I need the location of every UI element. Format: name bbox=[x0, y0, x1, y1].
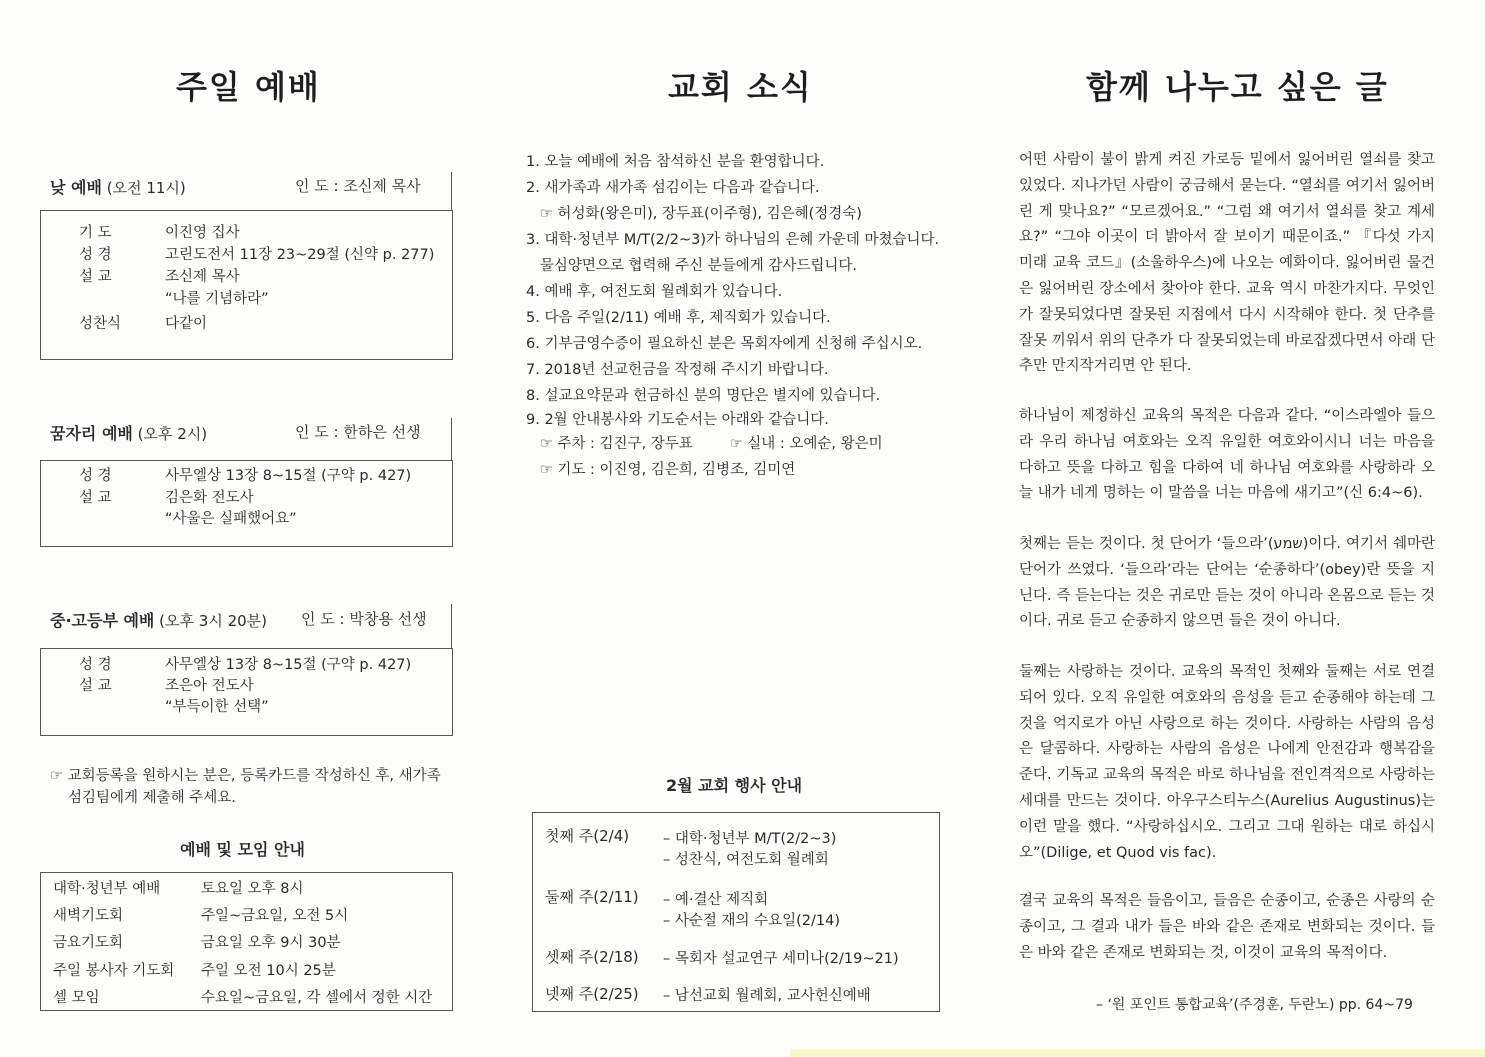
events-title: 2월 교회 행사 안내 bbox=[666, 776, 803, 795]
dream-service-leader: 인 도 : 한하은 선생 bbox=[295, 423, 421, 441]
youth-bracket bbox=[40, 604, 452, 648]
dream-bracket bbox=[40, 418, 452, 460]
list-item: 5. 다음 주일(2/11) 예배 후, 제직회가 있습니다. bbox=[526, 310, 831, 326]
day-service-leader: 인 도 : 조신제 목사 bbox=[295, 177, 421, 195]
dream-service-name: 꿈자리 예배 bbox=[50, 424, 133, 443]
register-note-line: 섬김팀에게 제출해 주세요. bbox=[68, 790, 236, 806]
news-title: 교회 소식 bbox=[668, 68, 813, 106]
essay-paragraph: 둘째는 사랑하는 것이다. 교육의 목적인 첫째와 둘째는 서로 연결되어 있다. 오직 유일한 여호와의 음성을 듣고 순종해야 하는데 그것을 억지로가 아닌 사랑으로 하는 것이다. 사랑하는 사람의 음성은 달콤하다. 사랑하는 사람의 음성은 나에게 안전감과 행복감을 준다. 기독교 교육의 목적은 바로 하나님을 전인격적으로 사랑하는 세대를 만드는 것이다. 아우구스티누스(Aurelius Augustinus)는 이런 말을 했다. “사랑하십시오. 그리고 그대 원하는 대로 하십시오”(Dilige, et Quod vis fac). bbox=[1019, 664, 1435, 861]
essay-paragraph: 첫째는 듣는 것이다. 첫 단어가 ‘들으라’(שמע)이다. 여기서 쉐마란 단어가 쓰였다. ‘들으라’라는 단어는 ‘순종하다’(obey)란 뜻을 지닌다. 즉 듣는다는 것은 귀로만 듣는 것이 아니라 온몸으로 듣는 것이다. 귀로 듣고 순종하지 않으면 들은 것이 아니다. bbox=[1019, 536, 1435, 630]
list-item: 7. 2018년 선교헌금을 작정해 주시기 바랍니다. bbox=[526, 362, 829, 378]
day-service-box: 기 도 이진영 집사 성 경 고린도전서 11장 23~29절 (신약 p. 277) 설 교 조신제 목사 “나를 기념하라” 성찬식 다같이 bbox=[40, 210, 453, 360]
dream-service-box: 성 경 사무엘상 13장 8~15절 (구약 p. 427) 설 교 김은화 전도사 “사울은 실패했어요” bbox=[40, 460, 453, 547]
list-item: ☞ 기도 : 이진영, 김은희, 김병조, 김미연 bbox=[526, 462, 796, 478]
day-service-time: (오전 11시) bbox=[106, 179, 186, 197]
events-table: 첫째 주(2/4) – 대학·청년부 M/T(2/2~3) – 성찬식, 여전도회 월례회 둘째 주(2/11) – 예·결산 제직회 – 사순절 재의 수요일(2/14) 셋째 주(2/18) – 목회자 설교연구 세미나(2/19~21) 넷째 주(2/25) – 남선교회 월례회, 교사헌신예배 bbox=[532, 812, 940, 1012]
list-item: ☞ 주차 : 김진구, 장두표 ☞ 실내 : 오예순, 왕은미 bbox=[526, 436, 883, 452]
youth-service-box: 성 경 사무엘상 13장 8~15절 (구약 p. 427) 설 교 조은아 전도사 “부득이한 선택” bbox=[40, 648, 453, 736]
youth-service-name: 중·고등부 예배 bbox=[50, 611, 155, 630]
register-note-line: ☞ 교회등록을 원하시는 분은, 등록카드를 작성하신 후, 새가족 bbox=[50, 768, 441, 784]
meetings-title: 예배 및 모임 안내 bbox=[180, 840, 305, 859]
meetings-table: 대학·청년부 예배 토요일 오후 8시 새벽기도회 주일~금요일, 오전 5시 금요기도회 금요일 오후 9시 30분 주일 봉사자 기도회 주일 오전 10시 25분 셀 모임 수요일~금요일, 각 셀에서 정한 시간 bbox=[40, 872, 453, 1011]
list-item: 1. 오늘 예배에 처음 참석하신 분을 환영합니다. bbox=[526, 154, 825, 170]
essay-paragraph: 어떤 사람이 불이 밝게 켜진 가로등 밑에서 잃어버린 열쇠를 찾고 있었다. 지나가던 사람이 궁금해서 묻는다. “열쇠를 여기서 잃어버린 게 맞나요?” “모르겠어요.” “그럼 왜 여기서 열쇠를 찾고 계세요?” “그야 이곳이 더 밝아서 잘 보이기 때문이죠.” 『다섯 가지 미래 교육 코드』(소울하우스)에 나오는 예화이다. 잃어버린 물건은 잃어버린 장소에서 찾아야 한다. 교육 역시 마찬가지다. 무엇인가 잘못되었다면 잘못된 지점에서 다시 시작해야 한다. 첫 단추를 잘못 끼워서 위의 단추가 다 잘못되었는데 바로잡겠다면서 아래 단추만 만지작거리면 안 된다. bbox=[1019, 152, 1435, 375]
list-item: 9. 2월 안내봉사와 기도순서는 아래와 같습니다. bbox=[526, 412, 829, 428]
list-item: 2. 새가족과 새가족 섬김이는 다음과 같습니다. bbox=[526, 180, 820, 196]
day-bracket bbox=[40, 172, 452, 210]
essay-paragraph: 결국 교육의 목적은 들음이고, 들음은 순종이고, 순종은 사랑의 순종이고, 그 결과 내가 들은 바와 같은 존재로 변화되는 것이다. 들은 바와 같은 존재로 변화되는 것, 이것이 교육의 목적이다. bbox=[1019, 893, 1435, 961]
essay-paragraph: 하나님이 제정하신 교육의 목적은 다음과 같다. “이스라엘아 들으라 우리 하나님 여호와는 오직 유일한 여호와이시니 너는 마음을 다하고 뜻을 다하고 힘을 다하여 네 하나님 여호와를 사랑하라 오늘 내가 네게 명하는 이 말씀을 너는 마음에 새기고”(신 6:4~6). bbox=[1019, 408, 1435, 502]
list-item: 4. 예배 후, 여전도회 월례회가 있습니다. bbox=[526, 284, 783, 300]
essay-source: – ‘원 포인트 통합교육’(주경훈, 두란노) pp. 64~79 bbox=[1096, 997, 1413, 1013]
list-item: ☞ 허성화(왕은미), 장두표(이주형), 김은혜(정경숙) bbox=[526, 206, 862, 222]
share-title: 함께 나누고 싶은 글 bbox=[1086, 68, 1389, 106]
worship-title: 주일 예배 bbox=[176, 68, 321, 106]
list-item: 8. 설교요약문과 헌금하신 분의 명단은 별지에 있습니다. bbox=[526, 388, 881, 404]
list-item: 3. 대학·청년부 M/T(2/2~3)가 하나님의 은혜 가운데 마쳤습니다. bbox=[526, 232, 940, 248]
dream-service-time: (오후 2시) bbox=[137, 425, 208, 443]
youth-service-leader: 인 도 : 박창용 선생 bbox=[301, 610, 427, 628]
youth-service-time: (오후 3시 20분) bbox=[159, 612, 268, 630]
list-item: 6. 기부금영수증이 필요하신 분은 목회자에게 신청해 주십시오. bbox=[526, 336, 923, 352]
day-service-name: 낮 예배 bbox=[50, 178, 102, 197]
list-item: 물심양면으로 협력해 주신 분들에게 감사드립니다. bbox=[526, 258, 858, 274]
scan-tint-strip bbox=[790, 1049, 1485, 1057]
